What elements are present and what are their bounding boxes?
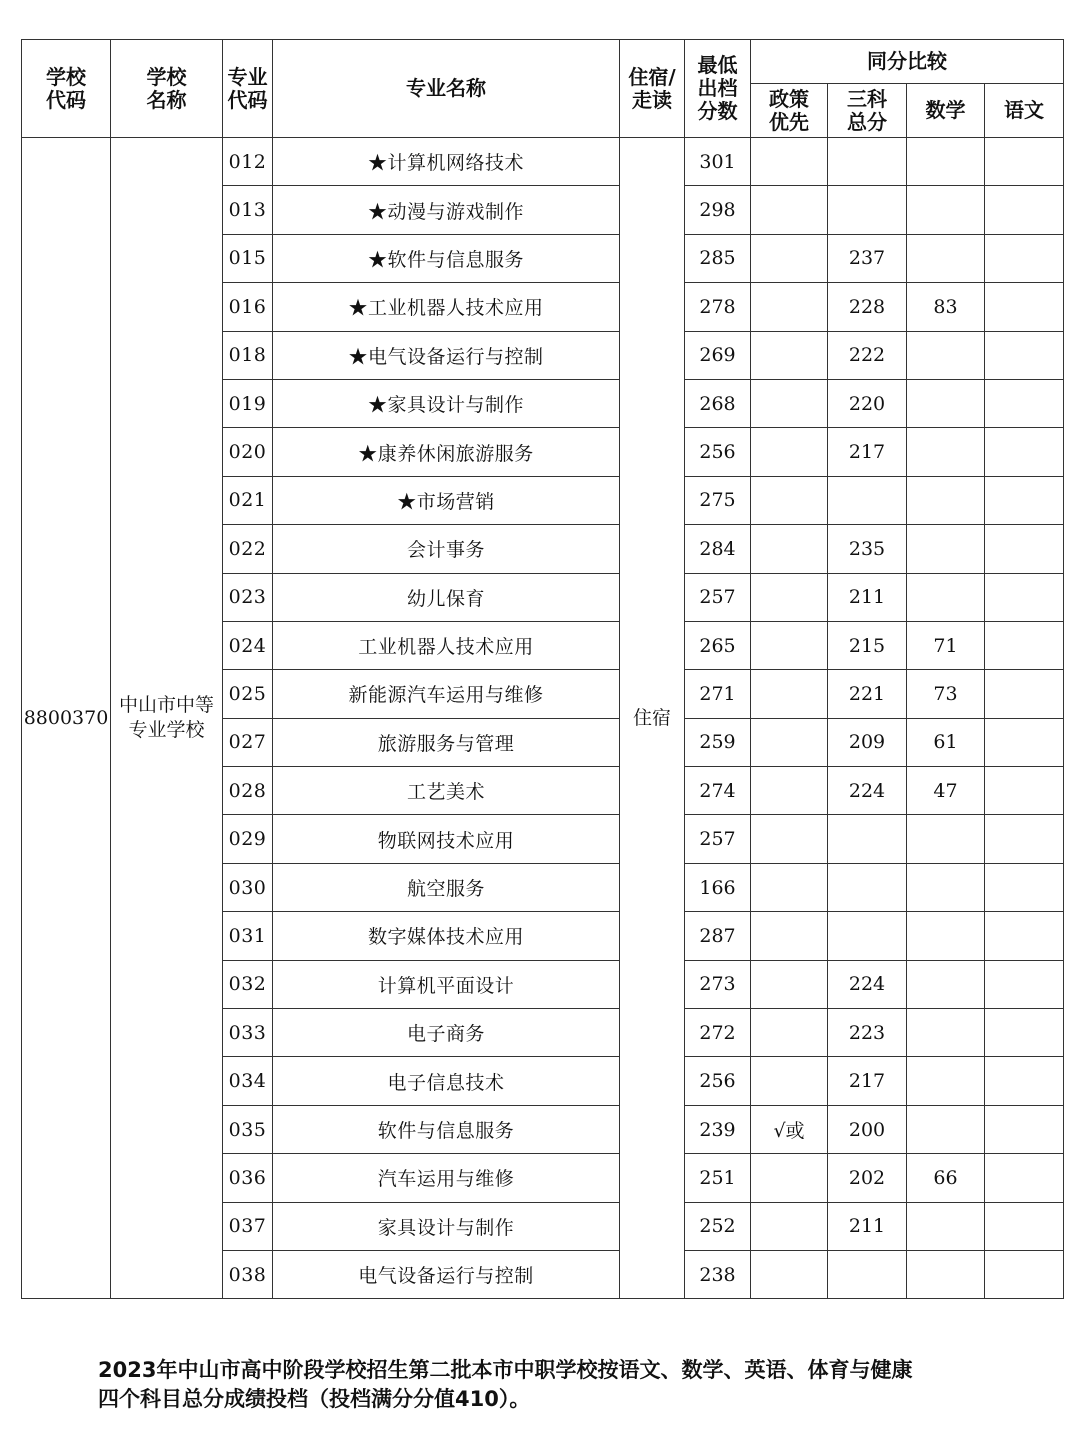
min-score-cell: 273 — [685, 960, 751, 1008]
chinese-score-cell — [985, 234, 1064, 282]
math-score-cell — [907, 1057, 985, 1105]
min-score-cell: 284 — [685, 525, 751, 573]
min-score-cell: 268 — [685, 379, 751, 427]
major-name-cell: ★家具设计与制作 — [273, 379, 620, 427]
chinese-score-cell — [985, 863, 1064, 911]
major-code-cell: 024 — [223, 621, 273, 669]
chinese-score-cell — [985, 331, 1064, 379]
math-score-cell — [907, 234, 985, 282]
footnote-line-1: 2023年中山市高中阶段学校招生第二批本市中职学校按语文、数学、英语、体育与健康 — [98, 1358, 913, 1382]
min-score-cell: 272 — [685, 1009, 751, 1057]
chinese-score-cell — [985, 621, 1064, 669]
major-name-cell: 航空服务 — [273, 863, 620, 911]
chinese-score-cell — [985, 476, 1064, 524]
header-boarding: 住宿/ 走读 — [620, 40, 685, 138]
major-code-cell: 037 — [223, 1202, 273, 1250]
three-subject-total-cell: 200 — [828, 1105, 907, 1153]
policy-priority-cell — [751, 1057, 828, 1105]
major-name-cell: ★市场营销 — [273, 476, 620, 524]
min-score-cell: 265 — [685, 621, 751, 669]
math-score-cell — [907, 960, 985, 1008]
chinese-score-cell — [985, 1250, 1064, 1298]
policy-priority-cell — [751, 1202, 828, 1250]
major-code-cell: 015 — [223, 234, 273, 282]
math-score-cell — [907, 186, 985, 234]
math-score-cell: 71 — [907, 621, 985, 669]
policy-priority-cell: √或 — [751, 1105, 828, 1153]
min-score-cell: 257 — [685, 815, 751, 863]
math-score-cell — [907, 1009, 985, 1057]
policy-priority-cell — [751, 1250, 828, 1298]
major-name-cell: ★工业机器人技术应用 — [273, 283, 620, 331]
math-score-cell — [907, 1250, 985, 1298]
major-code-cell: 031 — [223, 912, 273, 960]
major-code-cell: 036 — [223, 1154, 273, 1202]
three-subject-total-cell: 237 — [828, 234, 907, 282]
major-code-cell: 022 — [223, 525, 273, 573]
chinese-score-cell — [985, 138, 1064, 186]
major-code-cell: 020 — [223, 428, 273, 476]
math-score-cell: 66 — [907, 1154, 985, 1202]
policy-priority-cell — [751, 767, 828, 815]
major-name-cell: ★动漫与游戏制作 — [273, 186, 620, 234]
three-subject-total-cell: 223 — [828, 1009, 907, 1057]
major-name-cell: ★电气设备运行与控制 — [273, 331, 620, 379]
major-code-cell: 025 — [223, 670, 273, 718]
chinese-score-cell — [985, 718, 1064, 766]
three-subject-total-cell: 215 — [828, 621, 907, 669]
three-subject-total-cell: 224 — [828, 767, 907, 815]
chinese-score-cell — [985, 1105, 1064, 1153]
header-school-code: 学校 代码 — [22, 40, 111, 138]
policy-priority-cell — [751, 186, 828, 234]
min-score-cell: 256 — [685, 428, 751, 476]
chinese-score-cell — [985, 283, 1064, 331]
header-major-code: 专业 代码 — [223, 40, 273, 138]
table-body — [22, 138, 1064, 1299]
three-subject-total-cell: 221 — [828, 670, 907, 718]
chinese-score-cell — [985, 767, 1064, 815]
min-score-cell: 239 — [685, 1105, 751, 1153]
admission-table — [21, 39, 1064, 1299]
major-name-cell: 电子信息技术 — [273, 1057, 620, 1105]
major-code-cell: 023 — [223, 573, 273, 621]
chinese-score-cell — [985, 912, 1064, 960]
math-score-cell — [907, 331, 985, 379]
math-score-cell — [907, 815, 985, 863]
min-score-cell: 278 — [685, 283, 751, 331]
major-code-cell: 033 — [223, 1009, 273, 1057]
min-score-cell: 238 — [685, 1250, 751, 1298]
major-name-cell: 家具设计与制作 — [273, 1202, 620, 1250]
policy-priority-cell — [751, 138, 828, 186]
header-school-name: 学校 名称 — [111, 40, 223, 138]
major-code-cell: 038 — [223, 1250, 273, 1298]
major-code-cell: 013 — [223, 186, 273, 234]
math-score-cell — [907, 428, 985, 476]
chinese-score-cell — [985, 1009, 1064, 1057]
min-score-cell: 256 — [685, 1057, 751, 1105]
major-name-cell: ★康养休闲旅游服务 — [273, 428, 620, 476]
major-name-cell: ★计算机网络技术 — [273, 138, 620, 186]
major-name-cell: 电气设备运行与控制 — [273, 1250, 620, 1298]
policy-priority-cell — [751, 573, 828, 621]
school-name-line-1: 中山市中等 — [118, 694, 214, 717]
three-subject-total-cell: 220 — [828, 379, 907, 427]
major-name-cell: 工艺美术 — [273, 767, 620, 815]
min-score-cell: 274 — [685, 767, 751, 815]
major-code-cell: 030 — [223, 863, 273, 911]
chinese-score-cell — [985, 815, 1064, 863]
major-name-cell: 汽车运用与维修 — [273, 1154, 620, 1202]
math-score-cell — [907, 1105, 985, 1153]
major-name-cell: 软件与信息服务 — [273, 1105, 620, 1153]
math-score-cell: 73 — [907, 670, 985, 718]
major-name-cell: 幼儿保育 — [273, 573, 620, 621]
chinese-score-cell — [985, 573, 1064, 621]
school-code-cell: 8800370 — [22, 138, 111, 1299]
three-subject-total-cell — [828, 1250, 907, 1298]
major-name-cell: 会计事务 — [273, 525, 620, 573]
three-subject-total-cell: 211 — [828, 573, 907, 621]
three-subject-total-cell — [828, 476, 907, 524]
math-score-cell: 83 — [907, 283, 985, 331]
major-code-cell: 019 — [223, 379, 273, 427]
major-code-cell: 016 — [223, 283, 273, 331]
three-subject-total-cell: 217 — [828, 428, 907, 476]
chinese-score-cell — [985, 1202, 1064, 1250]
chinese-score-cell — [985, 379, 1064, 427]
policy-priority-cell — [751, 670, 828, 718]
math-score-cell: 47 — [907, 767, 985, 815]
min-score-cell: 271 — [685, 670, 751, 718]
math-score-cell — [907, 379, 985, 427]
header-math: 数学 — [907, 84, 985, 138]
min-score-cell: 259 — [685, 718, 751, 766]
policy-priority-cell — [751, 525, 828, 573]
major-name-cell: 物联网技术应用 — [273, 815, 620, 863]
chinese-score-cell — [985, 670, 1064, 718]
three-subject-total-cell: 217 — [828, 1057, 907, 1105]
major-code-cell: 034 — [223, 1057, 273, 1105]
table-row — [22, 138, 1064, 186]
footnote-line-2: 四个科目总分成绩投档（投档满分分值410）。 — [98, 1387, 531, 1411]
min-score-cell: 298 — [685, 186, 751, 234]
math-score-cell — [907, 525, 985, 573]
major-name-cell: 旅游服务与管理 — [273, 718, 620, 766]
three-subject-total-cell: 202 — [828, 1154, 907, 1202]
header-chinese: 语文 — [985, 84, 1064, 138]
header-policy-priority: 政策 优先 — [751, 84, 828, 138]
min-score-cell: 166 — [685, 863, 751, 911]
policy-priority-cell — [751, 863, 828, 911]
major-name-cell: 新能源汽车运用与维修 — [273, 670, 620, 718]
three-subject-total-cell: 211 — [828, 1202, 907, 1250]
header-three-subject-total: 三科 总分 — [828, 84, 907, 138]
policy-priority-cell — [751, 331, 828, 379]
header-min-score: 最低 出档 分数 — [685, 40, 751, 138]
math-score-cell: 61 — [907, 718, 985, 766]
three-subject-total-cell — [828, 815, 907, 863]
min-score-cell: 257 — [685, 573, 751, 621]
min-score-cell: 252 — [685, 1202, 751, 1250]
three-subject-total-cell: 222 — [828, 331, 907, 379]
three-subject-total-cell: 224 — [828, 960, 907, 1008]
school-name-line-2: 专业学校 — [128, 719, 205, 742]
policy-priority-cell — [751, 428, 828, 476]
policy-priority-cell — [751, 621, 828, 669]
math-score-cell — [907, 573, 985, 621]
min-score-cell: 287 — [685, 912, 751, 960]
chinese-score-cell — [985, 1154, 1064, 1202]
major-code-cell: 029 — [223, 815, 273, 863]
header-tie-break-group: 同分比较 — [751, 40, 1064, 84]
major-name-cell: 工业机器人技术应用 — [273, 621, 620, 669]
min-score-cell: 275 — [685, 476, 751, 524]
boarding-cell: 住宿 — [620, 138, 685, 1299]
header-major-name: 专业名称 — [273, 40, 620, 138]
three-subject-total-cell: 228 — [828, 283, 907, 331]
policy-priority-cell — [751, 960, 828, 1008]
policy-priority-cell — [751, 476, 828, 524]
major-name-cell: 计算机平面设计 — [273, 960, 620, 1008]
policy-priority-cell — [751, 1009, 828, 1057]
policy-priority-cell — [751, 234, 828, 282]
three-subject-total-cell: 209 — [828, 718, 907, 766]
major-code-cell: 032 — [223, 960, 273, 1008]
major-code-cell: 027 — [223, 718, 273, 766]
policy-priority-cell — [751, 379, 828, 427]
min-score-cell: 269 — [685, 331, 751, 379]
chinese-score-cell — [985, 186, 1064, 234]
math-score-cell — [907, 138, 985, 186]
chinese-score-cell — [985, 1057, 1064, 1105]
school-name-cell — [111, 138, 223, 1299]
policy-priority-cell — [751, 815, 828, 863]
min-score-cell: 301 — [685, 138, 751, 186]
major-name-cell: 电子商务 — [273, 1009, 620, 1057]
math-score-cell — [907, 476, 985, 524]
three-subject-total-cell — [828, 912, 907, 960]
three-subject-total-cell: 235 — [828, 525, 907, 573]
three-subject-total-cell — [828, 863, 907, 911]
major-code-cell: 028 — [223, 767, 273, 815]
policy-priority-cell — [751, 718, 828, 766]
math-score-cell — [907, 1202, 985, 1250]
three-subject-total-cell — [828, 186, 907, 234]
math-score-cell — [907, 863, 985, 911]
chinese-score-cell — [985, 525, 1064, 573]
policy-priority-cell — [751, 912, 828, 960]
min-score-cell: 251 — [685, 1154, 751, 1202]
footnote — [98, 1356, 1058, 1414]
major-code-cell: 021 — [223, 476, 273, 524]
chinese-score-cell — [985, 428, 1064, 476]
min-score-cell: 285 — [685, 234, 751, 282]
major-code-cell: 035 — [223, 1105, 273, 1153]
policy-priority-cell — [751, 1154, 828, 1202]
math-score-cell — [907, 912, 985, 960]
major-code-cell: 012 — [223, 138, 273, 186]
major-code-cell: 018 — [223, 331, 273, 379]
major-name-cell: ★软件与信息服务 — [273, 234, 620, 282]
three-subject-total-cell — [828, 138, 907, 186]
policy-priority-cell — [751, 283, 828, 331]
chinese-score-cell — [985, 960, 1064, 1008]
major-name-cell: 数字媒体技术应用 — [273, 912, 620, 960]
